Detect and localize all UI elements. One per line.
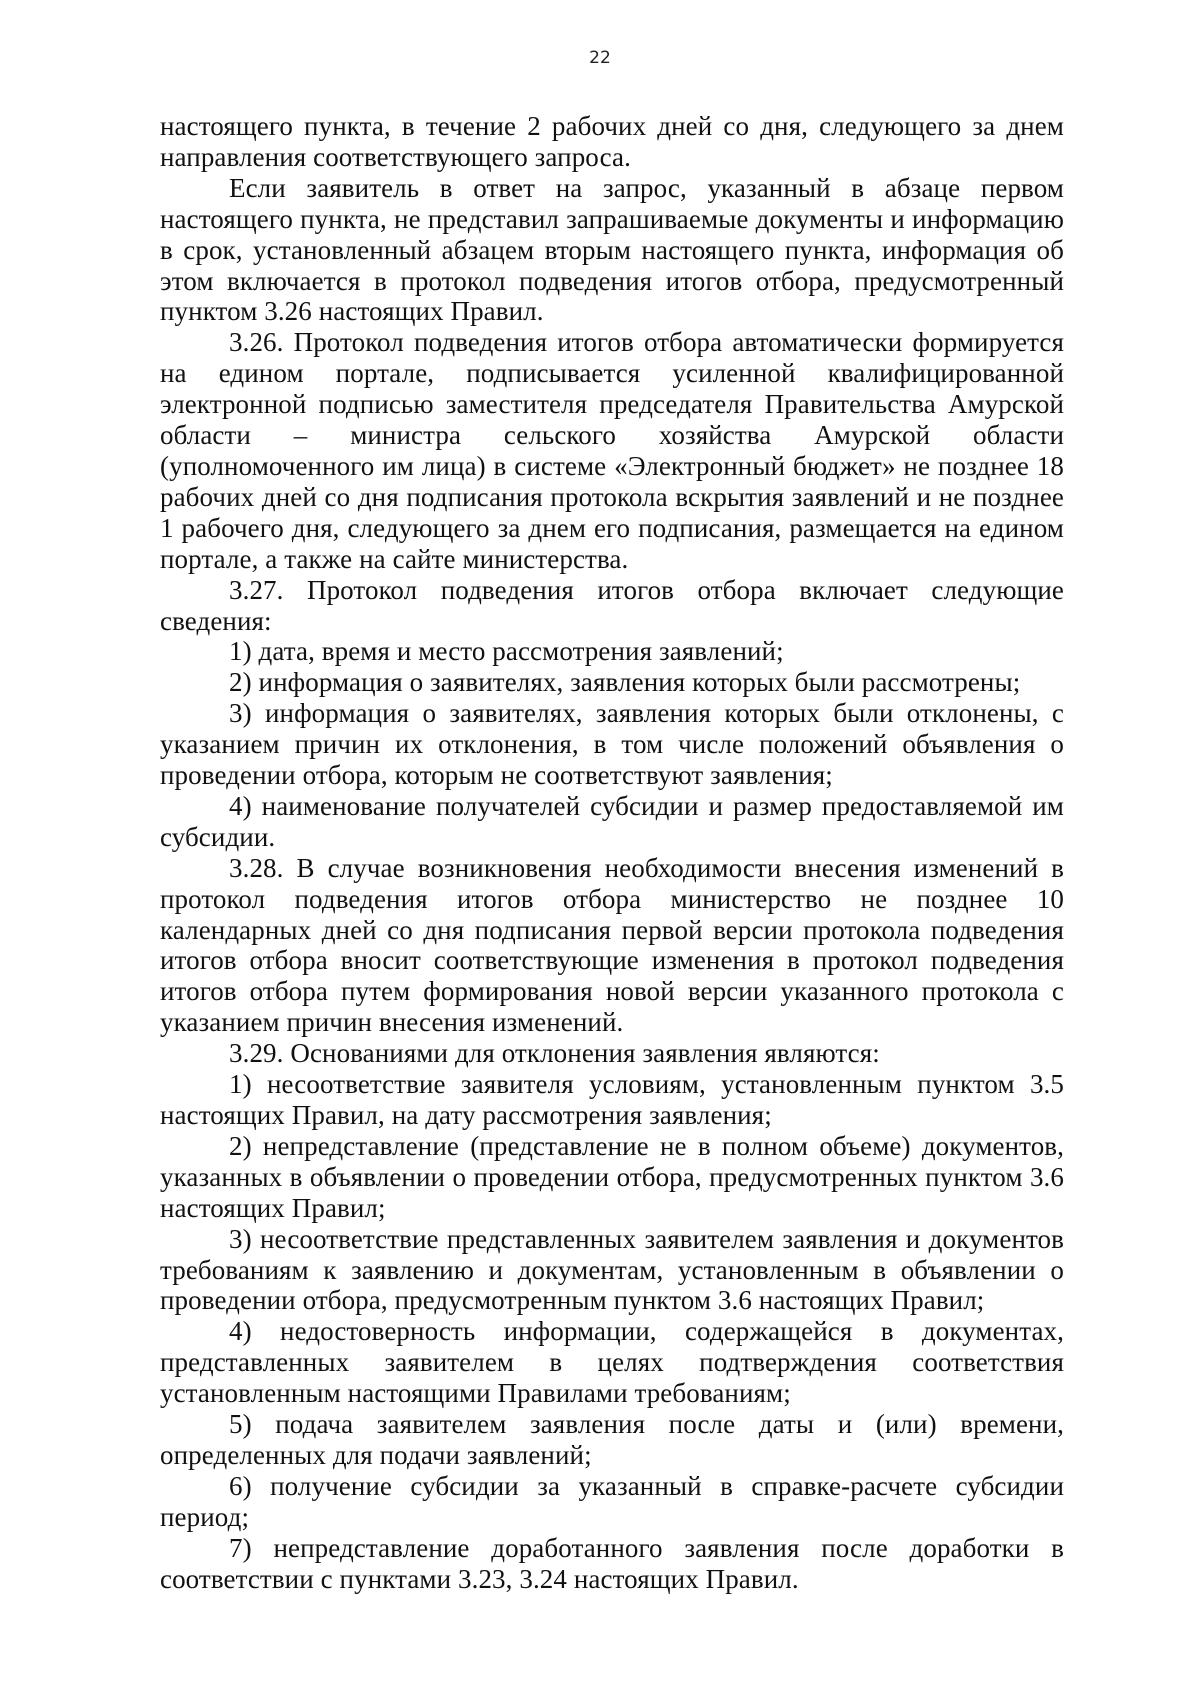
document-body xyxy=(160,111,1064,1595)
list-item: 6) получение субсидии за указанный в справке-расчете субсидии период; xyxy=(160,1470,1064,1532)
paragraph: 3.26. Протокол подведения итогов отбора автоматически формируется на едином портале, подписывается усиленной квалифицированной электронной подписью заместителя председателя Правительства Амурской области – министра сельского хозяйства Амурской области (уполномоченного им лица) в системе «Электронный бюджет» не позднее 18 рабочих дней со дня подписания протокола вскрытия заявлений и не позднее 1 рабочего дня, следующего за днем его подписания, размещается на едином портале, а также на сайте министерства. xyxy=(160,327,1064,574)
list-item: 1) несоответствие заявителя условиям, установленным пунктом 3.5 настоящих Правил, на дату рассмотрения заявления; xyxy=(160,1069,1064,1130)
list-item: 4) недостоверность информации, содержащейся в документах, представленных заявителем в целях подтверждения соответствия установленным настоящими Правилами требованиям; xyxy=(160,1316,1064,1409)
list-item: 3) информация о заявителях, заявления которых были отклонены, с указанием причин их отклонения, в том числе положений объявления о проведении отбора, которым не соответствуют заявления; xyxy=(160,698,1064,791)
list-item: 4) наименование получателей субсидии и размер предоставляемой им субсидии. xyxy=(160,790,1064,852)
list-item: 3) несоответствие представленных заявителем заявления и документов требованиям к заявлению и документам, установленным в объявлении о проведении отбора, предусмотренным пунктом 3.6 настоящих Правил; xyxy=(160,1223,1064,1316)
list-item: 7) непредставление доработанного заявления после доработки в соответствии с пунктами 3.23, 3.24 настоящих Правил. xyxy=(160,1532,1064,1594)
paragraph: настоящего пункта, в течение 2 рабочих дней со дня, следующего за днем направления соответствующего запроса. xyxy=(160,111,1064,172)
list-item: 2) информация о заявителях, заявления которых были рассмотрены; xyxy=(229,667,1021,698)
list-item: 2) непредставление (представление не в полном объеме) документов, указанных в объявлении о проведении отбора, предусмотренных пунктом 3.6 настоящих Правил; xyxy=(160,1130,1064,1223)
list-item: 1) дата, время и место рассмотрения заявлений; xyxy=(229,636,784,667)
paragraph: 3.29. Основаниями для отклонения заявления являются: xyxy=(229,1038,880,1069)
page-number: 22 xyxy=(589,48,611,68)
list-item: 5) подача заявителем заявления после даты и (или) времени, определенных для подачи заявлений; xyxy=(160,1409,1064,1470)
paragraph: 3.27. Протокол подведения итогов отбора включает следующие сведения: xyxy=(160,574,1064,636)
paragraph: Если заявитель в ответ на запрос, указанный в абзаце первом настоящего пункта, не представил запрашиваемые документы и информацию в срок, установленный абзацем вторым настоящего пункта, информация об этом включается в протокол подведения итогов отбора, предусмотренный пунктом 3.26 настоящих Правил. xyxy=(160,172,1064,327)
paragraph: 3.28. В случае возникновения необходимости внесения изменений в протокол подведения итогов отбора министерство не позднее 10 календарных дней со дня подписания первой версии протокола подведения итогов отбора вносит соответствующие изменения в протокол подведения итогов отбора путем формирования новой версии указанного протокола с указанием причин внесения изменений. xyxy=(160,852,1064,1038)
